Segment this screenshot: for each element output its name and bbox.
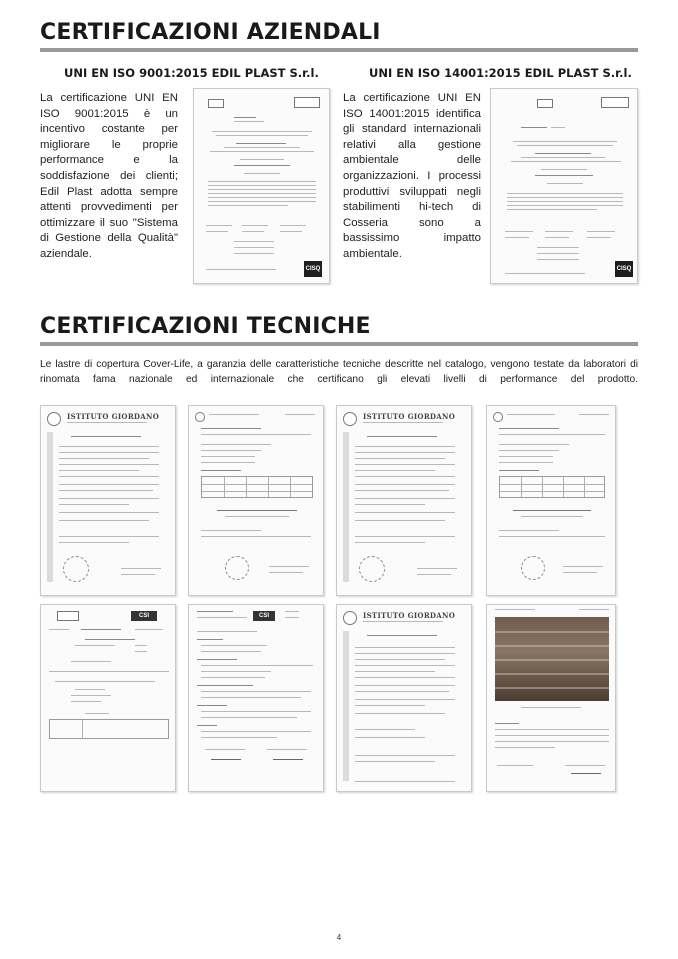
section-rule-aziendali bbox=[40, 48, 638, 52]
test-report-image-6: CSI bbox=[188, 604, 324, 792]
test-report-image-1: ISTITUTO GIORDANO bbox=[40, 405, 176, 596]
iso9001-heading: UNI EN ISO 9001:2015 EDIL PLAST S.r.l. bbox=[64, 66, 319, 80]
test-report-image-5: CSI bbox=[40, 604, 176, 792]
test-report-image-8 bbox=[486, 604, 616, 792]
section-rule-tecniche bbox=[40, 342, 638, 346]
page-number: 4 bbox=[336, 933, 342, 942]
test-report-image-7: ISTITUTO GIORDANO bbox=[336, 604, 472, 792]
tecniche-intro: Le lastre di copertura Cover-Life, a garanzia delle caratteristiche tecniche descritte nel catalogo, vengono testate da laboratori di rinomata fama nazionale ed internazionale che certificano gli elevati livelli di performance del prodotto. bbox=[40, 359, 638, 385]
test-report-image-3: ISTITUTO GIORDANO bbox=[336, 405, 472, 596]
iso14001-description: La certificazione UNI EN ISO 14001:2015 identifica gli standard internazionali relativi alla gestione ambientale delle organizzazioni. I processi produttivi sviluppati negli stabilimenti hi-tech di Cosseria sono a bassissimo impatto ambientale. bbox=[343, 92, 481, 260]
iso9001-description: La certificazione UNI EN ISO 9001:2015 è un incentivo costante per migliorare le proprie performance e la soddisfazione dei clienti; Edil Plast adotta sempre attenti provvedimenti per ottimizzare il suo "Sistema di Gestione della Qualità" aziendale. bbox=[40, 92, 178, 260]
iso14001-heading: UNI EN ISO 14001:2015 EDIL PLAST S.r.l. bbox=[369, 66, 632, 80]
test-report-image-2 bbox=[188, 405, 324, 596]
section-title-aziendali: CERTIFICAZIONI AZIENDALI bbox=[40, 20, 381, 45]
iso9001-certificate-image: CISQ bbox=[193, 88, 330, 284]
test-report-image-4 bbox=[486, 405, 616, 596]
section-title-tecniche: CERTIFICAZIONI TECNICHE bbox=[40, 314, 371, 339]
iso14001-certificate-image: CISQ bbox=[490, 88, 638, 284]
